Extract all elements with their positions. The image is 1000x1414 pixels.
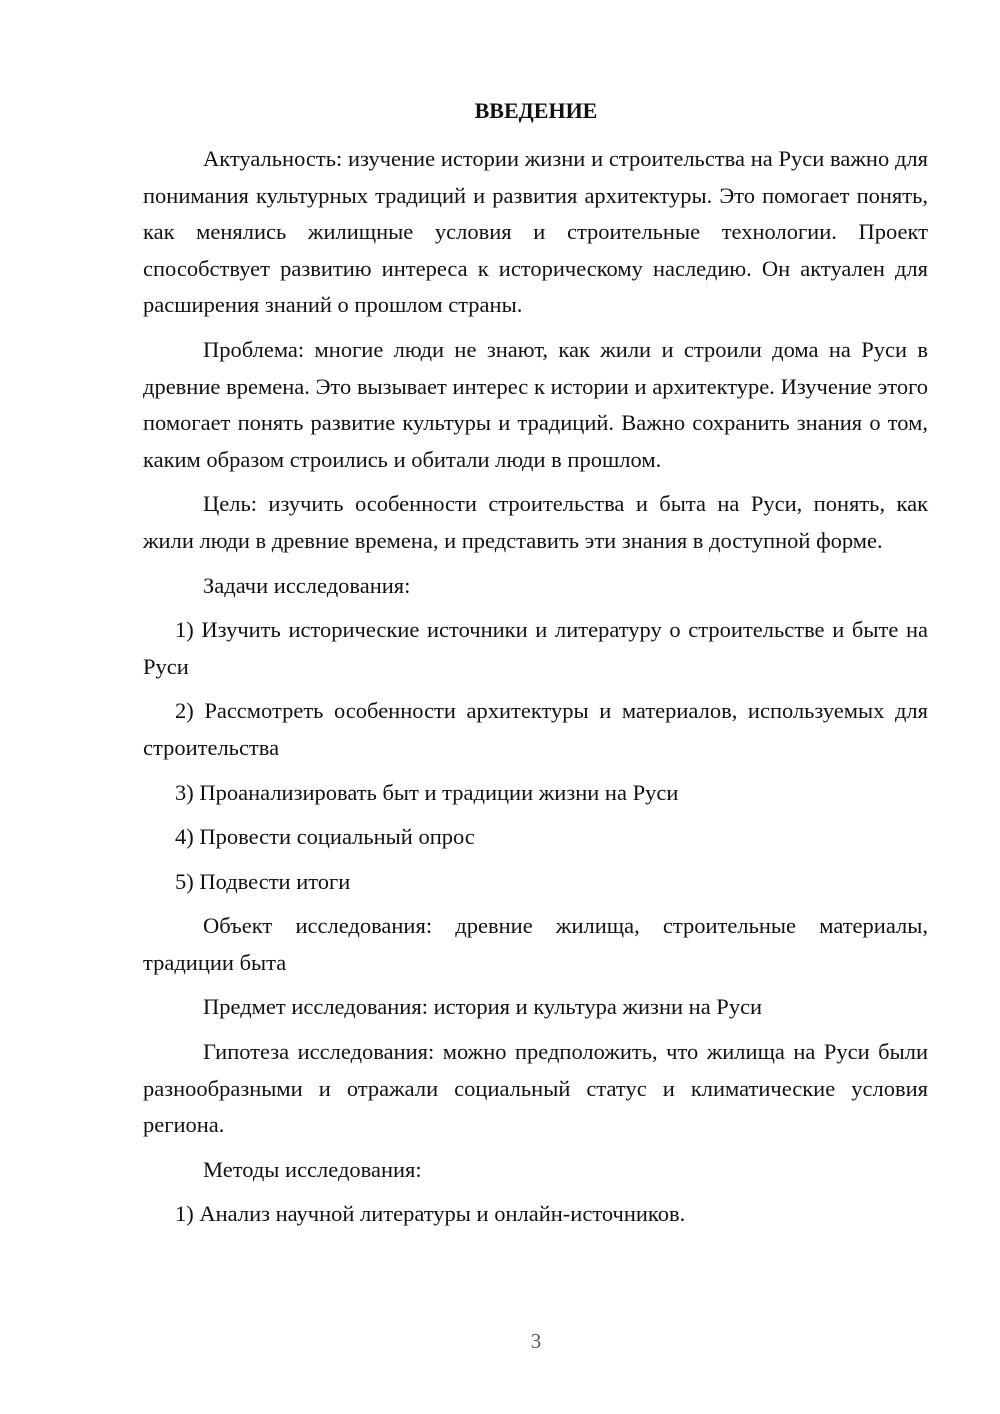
page-number: 3 xyxy=(530,1329,542,1353)
method-item-1: 1) Анализ научной литературы и онлайн-источников. xyxy=(175,1201,686,1227)
task-item-1: 1) Изучить исторические источники и литературу о строительстве и быте на Руси xyxy=(143,617,928,679)
object-paragraph: Объект исследования: древние жилища, строительные материалы, традиции быта xyxy=(143,913,928,975)
goal-paragraph: Цель: изучить особенности строительства и быта на Руси, понять, как жили люди в древние времена, и представить эти знания в доступной форме. xyxy=(143,491,928,553)
problem-paragraph: Проблема: многие люди не знают, как жили и строили дома на Руси в древние времена. Это вызывает интерес к истории и архитектуре. Изучение этого помогает понять развитие культуры и традиций. Важно сохранить знания о том, каким образом строились и обитали люди в прошлом. xyxy=(143,336,928,472)
task-item-4: 4) Провести социальный опрос xyxy=(175,824,475,850)
section-heading: ВВЕДЕНИЕ xyxy=(474,98,598,123)
methods-title: Методы исследования: xyxy=(203,1156,422,1182)
task-item-2: 2) Рассмотреть особенности архитектуры и материалов, используемых для строительства xyxy=(143,698,928,760)
task-item-5: 5) Подвести итоги xyxy=(175,868,351,894)
subject-paragraph: Предмет исследования: история и культура жизни на Руси xyxy=(203,994,763,1020)
tasks-title: Задачи исследования: xyxy=(203,572,411,598)
task-item-3: 3) Проанализировать быт и традиции жизни на Руси xyxy=(175,779,679,805)
document-body xyxy=(143,141,928,1241)
relevance-paragraph: Актуальность: изучение истории жизни и строительства на Руси важно для понимания культурных традиций и развития архитектуры. Это помогает понять, как менялись жилищные условия и строительные технологии. Проект способствует развитию интереса к историческому наследию. Он актуален для расширения знаний о прошлом страны. xyxy=(143,146,928,318)
hypothesis-paragraph: Гипотеза исследования: можно предположить, что жилища на Руси были разнообразными и отражали социальный статус и климатические условия региона. xyxy=(143,1039,928,1138)
